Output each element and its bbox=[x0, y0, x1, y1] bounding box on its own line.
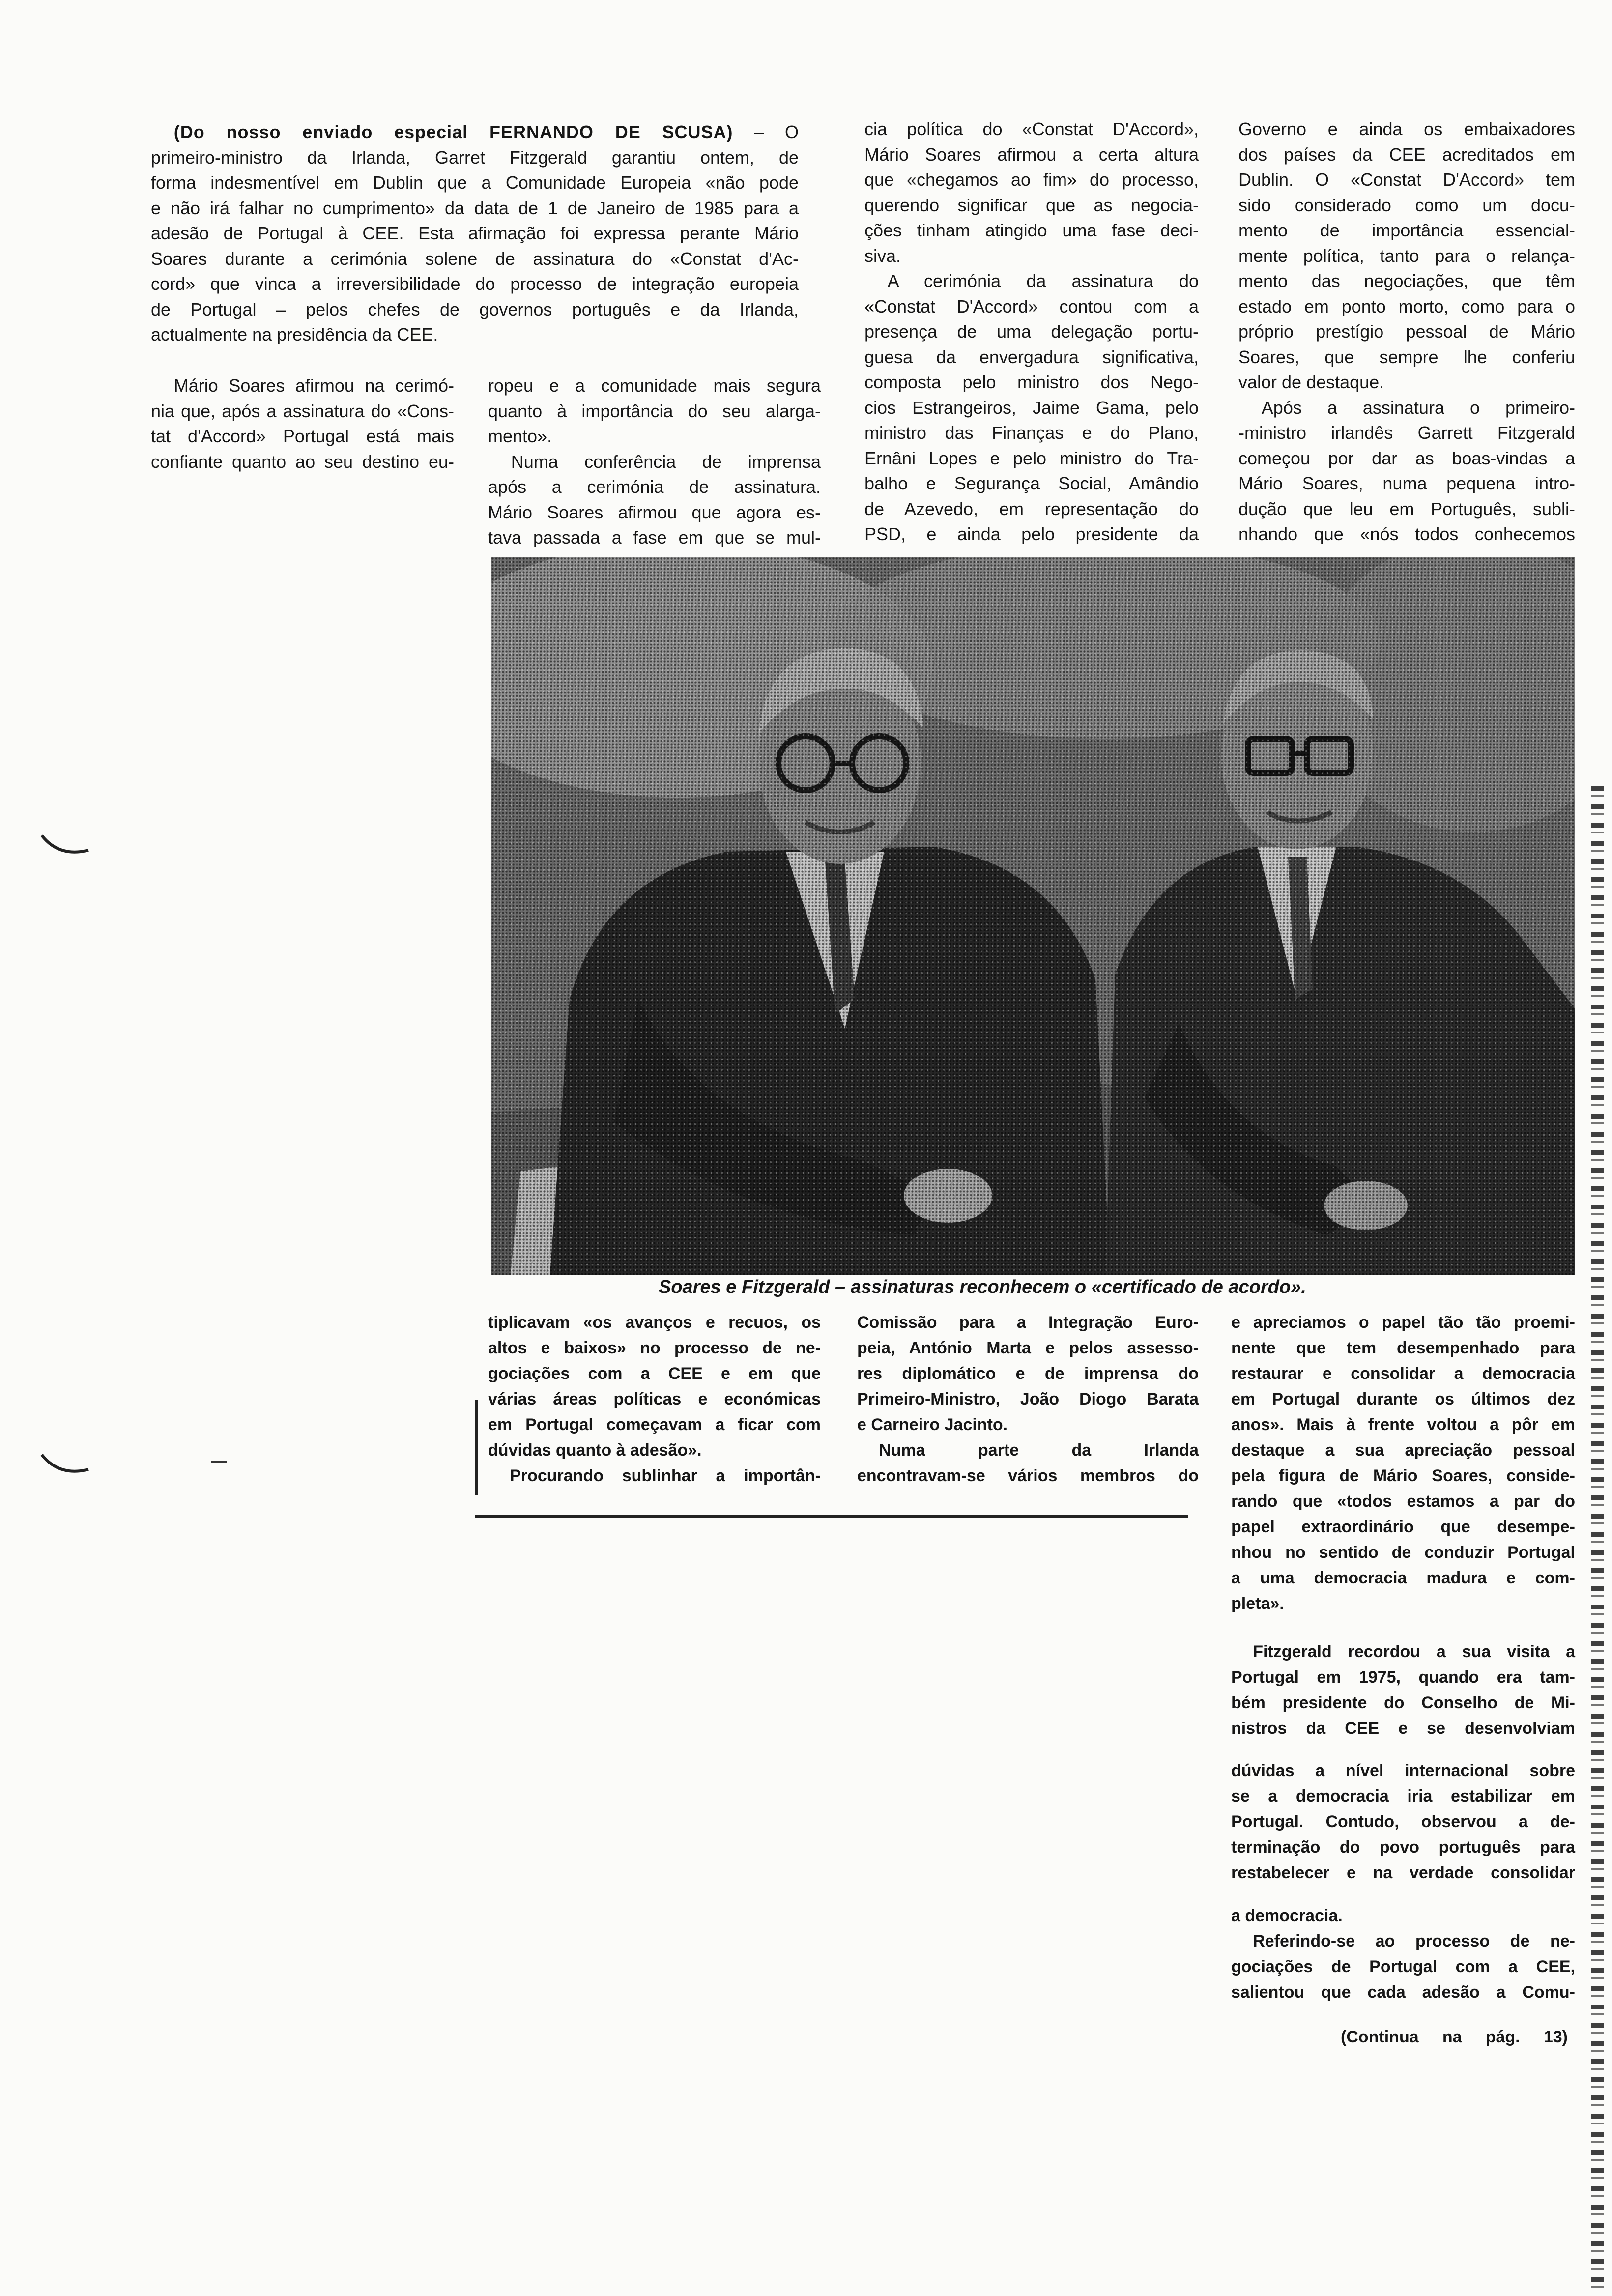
horizontal-rule bbox=[475, 1515, 1188, 1518]
text-line: forma indesmentível em Dublin que a Comunidade Europeia «não pode bbox=[151, 172, 799, 193]
column-b bbox=[857, 1310, 1199, 1489]
text-line: Mário Soares afirmou que agora es- bbox=[488, 502, 821, 522]
text-line: Soares durante a cerimónia solene de assinatura do «Constat d'Ac- bbox=[151, 248, 799, 269]
text-line: terminação do povo português para bbox=[1231, 1838, 1575, 1857]
text-line: actualmente na presidência da CEE. bbox=[151, 324, 438, 344]
scan-edge-strip bbox=[1591, 786, 1604, 2290]
text-line: de Azevedo, em representação do bbox=[864, 498, 1199, 519]
text-line: peia, António Marta e pelos assesso- bbox=[857, 1339, 1199, 1357]
lead-body bbox=[151, 145, 799, 347]
text-line: e não irá falhar no cumprimento» da data de 1 de Janeiro de 1985 para a bbox=[151, 198, 799, 218]
text-line: pela figura de Mário Soares, conside- bbox=[1231, 1466, 1575, 1485]
text-line: após a cerimónia de assinatura. bbox=[488, 477, 821, 497]
text-line: começou por dar as boas-vindas a bbox=[1238, 448, 1575, 468]
lead-first-line bbox=[151, 119, 799, 145]
text-line: Dublin. O «Constat D'Accord» tem bbox=[1238, 170, 1575, 190]
text-line: dos países da CEE acreditados em bbox=[1238, 144, 1575, 165]
text-line: dúvidas quanto à adesão». bbox=[488, 1441, 702, 1460]
text-line: papel extraordinário que desempe- bbox=[1231, 1518, 1575, 1536]
text-line: «Constat D'Accord» contou com a bbox=[864, 296, 1199, 316]
text-line: Governo e ainda os embaixadores bbox=[1238, 119, 1575, 139]
text-line: mento». bbox=[488, 426, 552, 446]
text-line: adesão de Portugal à CEE. Esta afirmação foi expressa perante Mário bbox=[151, 223, 799, 243]
text-line: mento de importância essencial- bbox=[1238, 220, 1575, 240]
text-line: primeiro-ministro da Irlanda, Garret Fitzgerald garantiu ontem, de bbox=[151, 147, 799, 168]
text-line: anos». Mais à frente voltou a pôr em bbox=[1231, 1415, 1575, 1434]
text-line: destaque a sua apreciação pessoal bbox=[1231, 1441, 1575, 1460]
text-line: mente política, tanto para o relança- bbox=[1238, 245, 1575, 266]
text-line: a democracia. bbox=[1231, 1906, 1343, 1925]
margin-mark bbox=[39, 1450, 93, 1479]
column-c-part-2 bbox=[1231, 1639, 1575, 1741]
text-line: várias áreas políticas e económicas bbox=[488, 1390, 821, 1408]
text-line: gociações com a CEE e em que bbox=[488, 1364, 821, 1383]
text-line: quanto à importância do seu alarga- bbox=[488, 401, 821, 421]
photo bbox=[491, 557, 1575, 1275]
text-line: gociações de Portugal com a CEE, bbox=[1231, 1957, 1575, 1976]
text-line: cia política do «Constat D'Accord», bbox=[864, 119, 1199, 139]
text-line: a uma democracia madura e com- bbox=[1231, 1569, 1575, 1587]
text-line: ministro das Finanças e do Plano, bbox=[864, 423, 1199, 443]
margin-mark bbox=[39, 831, 93, 860]
text-line: em Portugal durante os últimos dez bbox=[1231, 1390, 1575, 1408]
text-line: estado em ponto morto, como para o bbox=[1238, 296, 1575, 316]
text-line: próprio prestígio pessoal de Mário bbox=[1238, 321, 1575, 342]
lead-paragraph bbox=[151, 119, 799, 347]
text-line: ções tinham atingido uma fase deci- bbox=[864, 220, 1199, 240]
halftone-texture bbox=[491, 557, 1575, 1275]
text-line: se a democracia iria estabilizar em bbox=[1231, 1787, 1575, 1806]
text-line: Após a assinatura o primeiro- bbox=[1261, 397, 1575, 418]
column-1 bbox=[151, 373, 454, 474]
text-line: Soares, que sempre lhe conferiu bbox=[1238, 346, 1575, 367]
text-line: mento das negociações, que têm bbox=[1238, 271, 1575, 291]
text-line: nia que, após a assinatura do «Cons- bbox=[151, 401, 454, 421]
text-line: tiplicavam «os avanços e recuos, os bbox=[488, 1313, 821, 1332]
text-line: Mário Soares, numa pequena intro- bbox=[1238, 473, 1575, 493]
column-2 bbox=[488, 373, 821, 550]
text-line: Procurando sublinhar a importân- bbox=[510, 1466, 821, 1485]
text-line: Ernâni Lopes e pelo ministro do Tra- bbox=[864, 448, 1199, 468]
text-line: restaurar e consolidar a democracia bbox=[1231, 1364, 1575, 1383]
column-c-part-3 bbox=[1231, 1758, 1575, 1886]
text-line: Numa parte da Irlanda bbox=[879, 1441, 1199, 1460]
continuation-note: (Continua na pág. 13) bbox=[1341, 2028, 1568, 2046]
column-a bbox=[488, 1310, 821, 1489]
text-line: Numa conferência de imprensa bbox=[511, 451, 821, 472]
text-line: querendo significar que as negocia- bbox=[864, 195, 1199, 215]
text-line: de Portugal – pelos chefes de governos português e da Irlanda, bbox=[151, 299, 799, 319]
text-line: tat d'Accord» Portugal está mais bbox=[151, 426, 454, 446]
text-line: sido considerado como um docu- bbox=[1238, 195, 1575, 215]
text-line: confiante quanto ao seu destino eu- bbox=[151, 451, 454, 472]
text-line: composta pelo ministro dos Nego- bbox=[864, 372, 1199, 392]
byline: (Do nosso enviado especial FERNANDO DE SCUSA) bbox=[173, 122, 733, 142]
text-line: PSD, e ainda pelo presidente da bbox=[864, 524, 1199, 544]
text-line: nhou no sentido de conduzir Portugal bbox=[1231, 1543, 1575, 1562]
text-line: pleta». bbox=[1231, 1594, 1284, 1613]
text-line: encontravam-se vários membros do bbox=[857, 1466, 1199, 1485]
text-line: rando que «todos estamos a par do bbox=[1231, 1492, 1575, 1511]
column-c-part-4 bbox=[1231, 1903, 1575, 2005]
text-line: que «chegamos ao fim» do processo, bbox=[864, 170, 1199, 190]
text-line: Mário Soares afirmou a certa altura bbox=[864, 144, 1199, 165]
text-line: guesa da envergadura significativa, bbox=[864, 346, 1199, 367]
text-line: dução que leu em Português, subli- bbox=[1238, 498, 1575, 519]
text-line: bém presidente do Conselho de Mi- bbox=[1231, 1693, 1575, 1712]
text-line: Comissão para a Integração Euro- bbox=[857, 1313, 1199, 1332]
text-line: Primeiro-Ministro, João Diogo Barata bbox=[857, 1390, 1199, 1408]
text-line: dúvidas a nível internacional sobre bbox=[1231, 1761, 1575, 1780]
text-line: siva. bbox=[864, 245, 901, 266]
text-line: -ministro irlandês Garrett Fitzgerald bbox=[1238, 423, 1575, 443]
text-line: balho e Segurança Social, Amândio bbox=[864, 473, 1199, 493]
vertical-rule bbox=[475, 1400, 478, 1495]
lead-first-line-rest: – O bbox=[733, 122, 799, 142]
text-line: altos e baixos» no processo de ne- bbox=[488, 1339, 821, 1357]
photo-caption: Soares e Fitzgerald – assinaturas reconhecem o «certificado de acordo». bbox=[659, 1277, 1306, 1297]
text-line: res diplomático e de imprensa do bbox=[857, 1364, 1199, 1383]
text-line: Portugal. Contudo, observou a de- bbox=[1231, 1812, 1575, 1831]
text-line: ropeu e a comunidade mais segura bbox=[488, 375, 821, 396]
text-line: valor de destaque. bbox=[1238, 372, 1384, 392]
text-line: presença de uma delegação portu- bbox=[864, 321, 1199, 342]
column-c-part-1 bbox=[1231, 1310, 1575, 1616]
text-line: nente que tem desempenhado para bbox=[1231, 1339, 1575, 1357]
text-line: Fitzgerald recordou a sua visita a bbox=[1253, 1642, 1575, 1661]
text-line: tava passada a fase em que se mul- bbox=[488, 527, 821, 547]
text-line: nistros da CEE e se desenvolviam bbox=[1231, 1719, 1575, 1738]
text-line: salientou que cada adesão a Comu- bbox=[1231, 1983, 1575, 2002]
text-line: Mário Soares afirmou na cerimó- bbox=[173, 375, 454, 396]
text-line: e apreciamos o papel tão tão proemi- bbox=[1231, 1313, 1575, 1332]
column-4 bbox=[1238, 116, 1575, 547]
text-line: A cerimónia da assinatura do bbox=[887, 271, 1199, 291]
text-line: nhando que «nós todos conhecemos bbox=[1238, 524, 1575, 544]
margin-dash bbox=[211, 1461, 227, 1463]
column-3 bbox=[864, 116, 1199, 547]
text-line: Portugal em 1975, quando era tam- bbox=[1231, 1668, 1575, 1687]
text-line: Referindo-se ao processo de ne- bbox=[1253, 1932, 1575, 1951]
text-line: cord» que vinca a irreversibilidade do processo de integração europeia bbox=[151, 274, 799, 294]
text-line: em Portugal começavam a ficar com bbox=[488, 1415, 821, 1434]
text-line: e Carneiro Jacinto. bbox=[857, 1415, 1008, 1434]
text-line: restabelecer e na verdade consolidar bbox=[1231, 1864, 1575, 1882]
text-line: cios Estrangeiros, Jaime Gama, pelo bbox=[864, 397, 1199, 418]
